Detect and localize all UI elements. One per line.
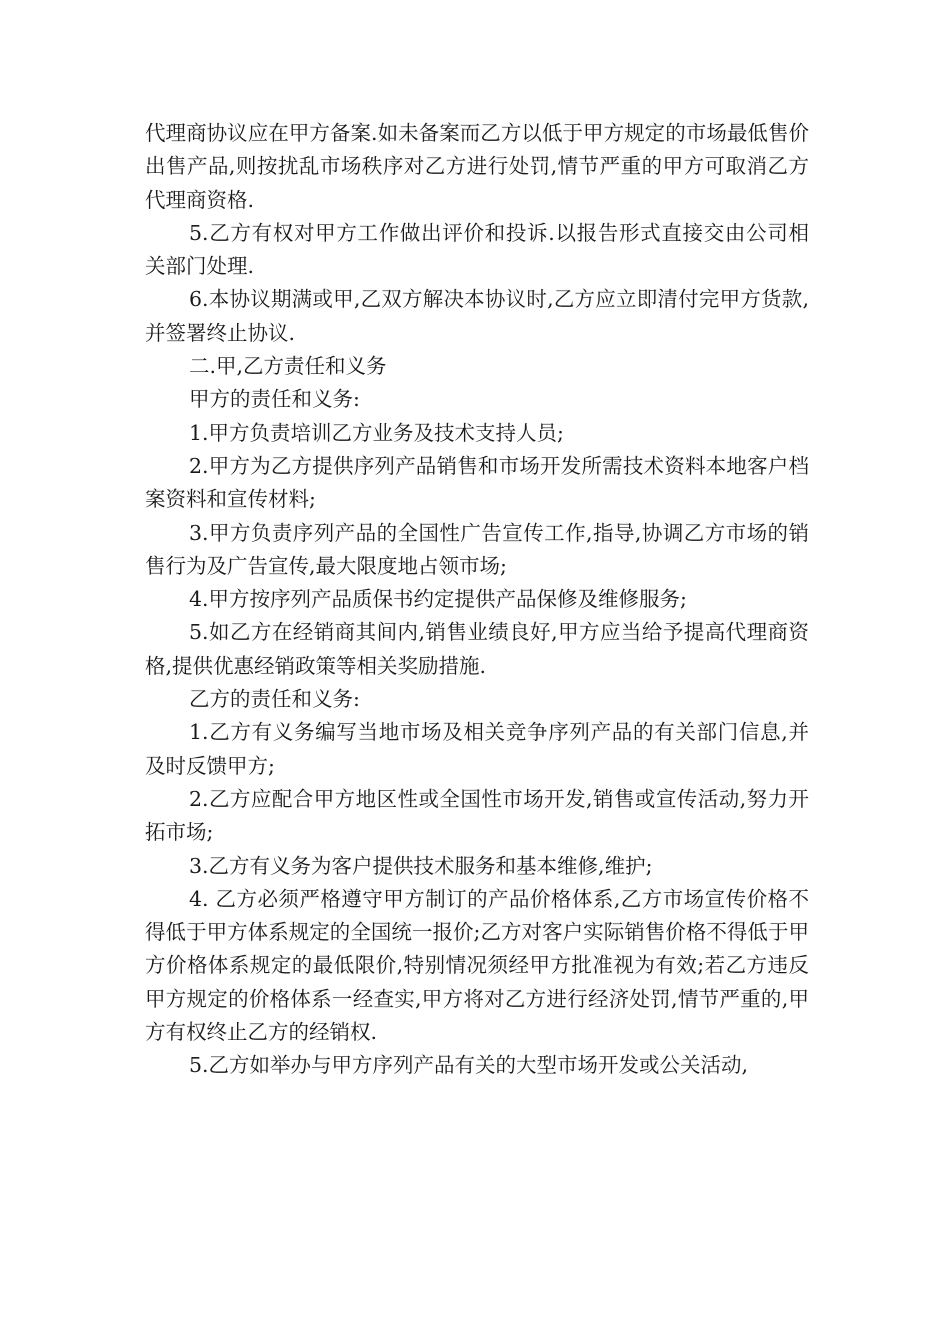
party-b-item-1: 1.乙方有义务编写当地市场及相关竞争序列产品的有关部门信息,并及时反馈甲方; [145,720,809,778]
paragraph-2: 5.乙方有权对甲方工作做出评价和投诉.以报告形式直接交由公司相关部门处理. [145,220,809,279]
paragraph-3: 6.本协议期满或甲,乙双方解决本协议时,乙方应立即清付完甲方货款,并签署终止协议. [145,287,809,345]
subheading-party-a: 甲方的责任和义务: [189,387,360,412]
party-b-item-4: 4. 乙方必须严格遵守甲方制订的产品价格体系,乙方市场宣传价格不得低于甲方体系规定的全国统一报价;乙方对客户实际销售价格不得低于甲方价格体系规定的最低限价,特别情况须经甲方批准视为有效;若乙方违反甲方规定的价格体系一经查实,甲方将对乙方进行经济处罚,情节严重的,甲方有权终止乙方的经销权. [145,886,809,1045]
document-body [145,117,809,1083]
party-a-item-2: 2.甲方为乙方提供序列产品销售和市场开发所需技术资料本地客户档案资料和宣传材料; [145,453,809,512]
party-b-item-3: 3.乙方有义务为客户提供技术服务和基本维修,维护; [189,853,653,878]
party-a-item-1: 1.甲方负责培训乙方业务及技术支持人员; [189,420,564,445]
party-a-item-4: 4.甲方按序列产品质保书约定提供产品保修及维修服务; [189,587,687,612]
party-b-item-2: 2.乙方应配合甲方地区性或全国性市场开发,销售或宣传活动,努力开拓市场; [145,786,809,845]
subheading-party-b: 乙方的责任和义务: [189,687,360,712]
section-heading: 二.甲,乙方责任和义务 [189,354,387,379]
paragraph-1: 代理商协议应在甲方备案.如未备案而乙方以低于甲方规定的市场最低售价出售产品,则按扰乱市场秩序对乙方进行处罚,情节严重的甲方可取消乙方代理商资格. [145,121,809,212]
party-a-item-5: 5.如乙方在经销商其间内,销售业绩良好,甲方应当给予提高代理商资格,提供优惠经销政策等相关奖励措施. [145,620,809,678]
party-b-item-5: 5.乙方如举办与甲方序列产品有关的大型市场开发或公关活动, [189,1053,749,1078]
party-a-item-3: 3.甲方负责序列产品的全国性广告宣传工作,指导,协调乙方市场的销售行为及广告宣传,最大限度地占领市场; [145,520,809,578]
